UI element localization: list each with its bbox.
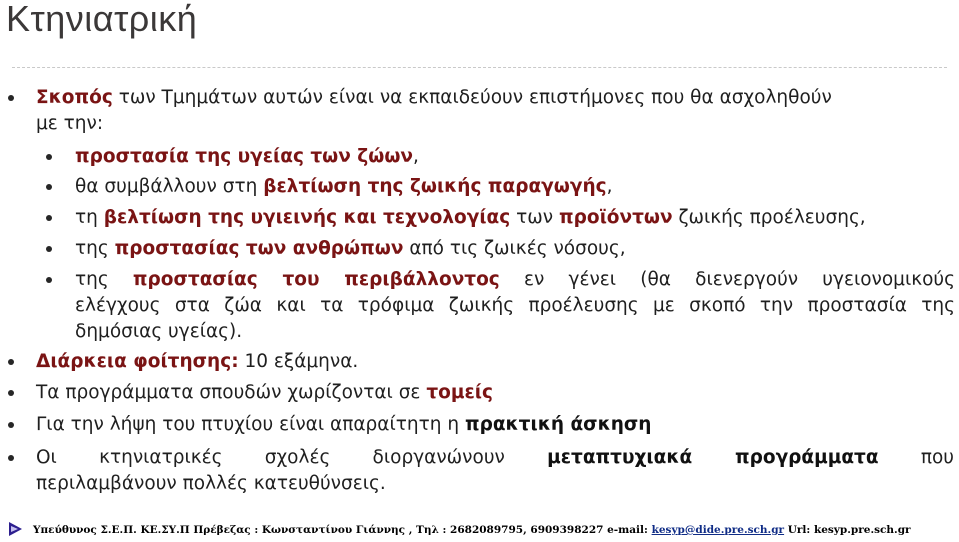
bullet-dot-icon (8, 95, 14, 101)
bullet-dot-icon (46, 215, 52, 221)
sub4-tail: από τις ζωικές νόσους, (403, 238, 626, 259)
sectors-pre: Τα προγράμματα σπουδών χωρίζονται σε (36, 382, 427, 403)
bullet-dot-icon (46, 184, 52, 190)
postgrad-line2: περιλαμβάνουν πολλές κατευθύνσεις. (36, 473, 386, 494)
bullet-dot-icon (46, 277, 52, 283)
environment-line2: ελέγχους στα ζώα και τα τρόφιμα ζωικής προέλευσης με σκοπό την προστασία της (75, 295, 955, 316)
postgrad-phrase: μεταπτυχιακά προγράμματα (547, 447, 879, 468)
bullet-dot-icon (46, 246, 52, 252)
bullet-dot-icon (8, 422, 14, 428)
sub5-tail: εν γένει (θα διενεργούν υγειονομικούς (499, 269, 955, 290)
practice-pre: Για την λήψη του πτυχίου είναι απαραίτητη η (36, 414, 465, 435)
environment-line3: δημόσιας υγείας). (75, 321, 243, 342)
footer-url: Url: kesyp.pre.sch.gr (784, 524, 911, 536)
purpose-text-line2: με την: (36, 113, 104, 134)
bullet-dot-icon (8, 359, 14, 365)
bullet-dot-icon (8, 455, 14, 461)
purpose-label: Σκοπός (36, 87, 113, 108)
sub3-tail: ζωικής προέλευσης, (672, 207, 866, 228)
bullet-dot-icon (8, 390, 14, 396)
postgrad-tail: που (878, 447, 954, 468)
footer (33, 524, 959, 536)
sub1-tail: , (413, 146, 419, 167)
bullet-dot-icon (46, 154, 52, 160)
sectors-phrase: τομείς (426, 382, 493, 403)
environment-line1 (75, 267, 955, 293)
sub3-pre: τη (75, 207, 104, 228)
sub5-pre: της (75, 269, 133, 290)
purpose-text-line1: των Τμημάτων αυτών είναι να εκπαιδεύουν επιστήμονες που θα ασχοληθούν (112, 87, 832, 108)
animal-health-phrase: προστασία της υγείας των ζώων (75, 146, 413, 167)
products-phrase: προϊόντων (558, 207, 673, 228)
sub2-tail: , (606, 176, 613, 197)
postgrad-pre: Οι κτηνιατρικές σχολές διοργανώνουν (36, 447, 548, 468)
bullet-purpose-text (36, 85, 957, 137)
sub2-pre: θα συμβάλλουν στη (75, 176, 264, 197)
slide-title: Κτηνιατρική (6, 0, 198, 39)
duration-value: 10 εξάμηνα. (238, 351, 359, 372)
human-protection-phrase: προστασίας των ανθρώπων (114, 238, 404, 259)
sub3-mid: των (510, 207, 559, 228)
postgrad-line1 (36, 445, 954, 471)
practice-phrase: πρακτική άσκηση (464, 414, 652, 435)
environment-phrase: προστασίας του περιβάλλοντος (132, 269, 500, 290)
footer-arrow-icon (9, 522, 22, 536)
production-phrase: βελτίωση της ζωικής παραγωγής (263, 176, 607, 197)
sub4-pre: της (75, 238, 115, 259)
hygiene-phrase: βελτίωση της υγιεινής και τεχνολογίας (103, 207, 511, 228)
title-divider (12, 67, 947, 68)
footer-contact-text: Υπεύθυνος Σ.Ε.Π. ΚΕ.ΣΥ.Π Πρέβεζας : Κωνσταντίνου Γιάννης , Τηλ : 2682089795, 6909398227 e-mail: (33, 524, 652, 536)
footer-email-link[interactable]: kesyp@dide.pre.sch.gr (651, 524, 785, 536)
duration-label: Διάρκεια φοίτησης: (36, 351, 239, 372)
